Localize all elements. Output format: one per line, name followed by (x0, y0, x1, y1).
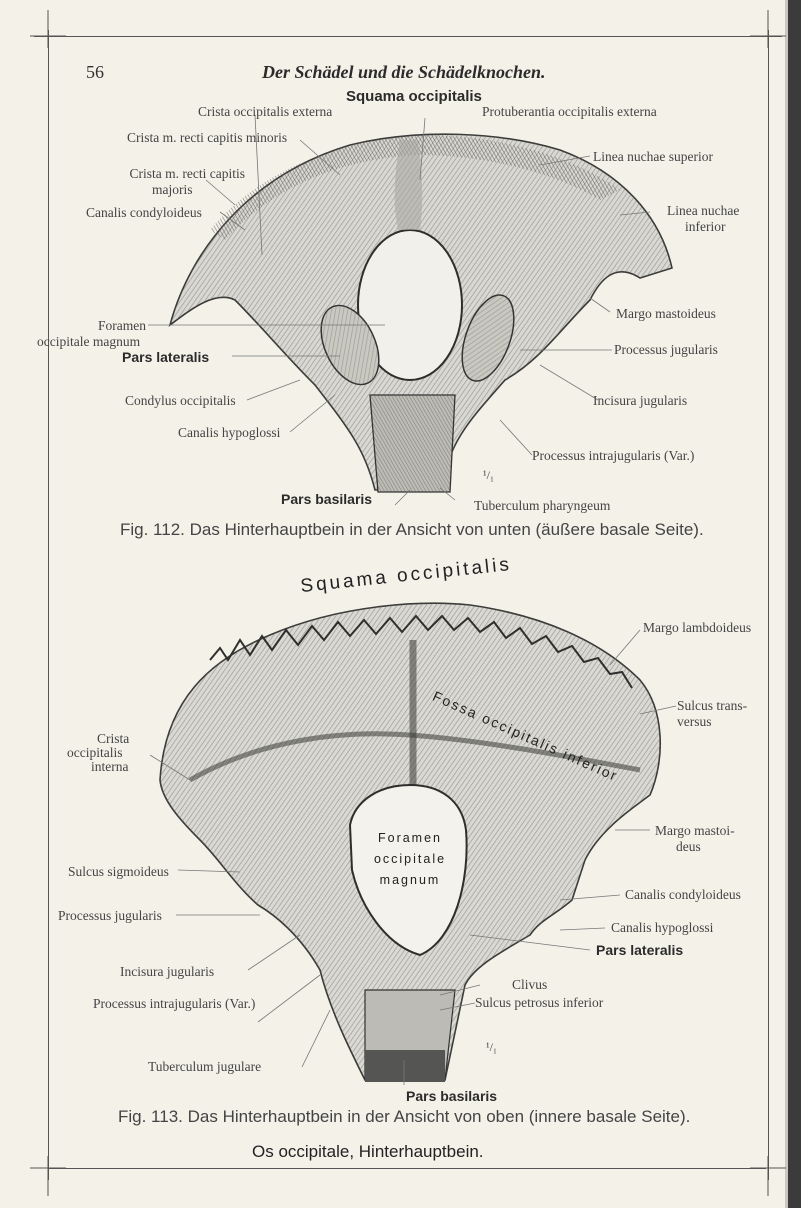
fig112-crista-recti-minoris: Crista m. recti capitis minoris (127, 130, 288, 145)
fig112-canalis-hypoglossi: Canalis hypoglossi (178, 425, 281, 440)
fig113-tuberculum-jugulare: Tuberculum jugulare (148, 1059, 262, 1074)
fig113-margo-mastoideus-1: Margo mastoi- (655, 823, 735, 838)
fig113-sulcus-transversus-2: versus (677, 714, 712, 729)
page-number: 56 (86, 62, 104, 82)
fig113-foramen-line-2: occipitale (373, 852, 447, 866)
fig113-canalis-hypoglossi: Canalis hypoglossi (611, 920, 714, 935)
fig112-margo-mastoideus: Margo mastoideus (616, 306, 716, 321)
fig112-linea-nuchae-inf-2: inferior (685, 219, 726, 234)
fig113-pars-basilaris: Pars basilaris (406, 1088, 498, 1104)
fig112-foramen-1: Foramen (98, 318, 146, 333)
fig112-crista-recti-majoris-2: majoris (152, 182, 193, 197)
fig113-crista-int-2: occipitalis (67, 745, 123, 760)
fig112-scale: ¹/₁ (483, 468, 495, 482)
fig112-crista-occ-ext: Crista occipitalis externa (198, 104, 333, 119)
fig112-foramen-2: occipitale magnum (37, 334, 141, 349)
fig113-clivus: Clivus (512, 977, 548, 992)
fig113-sulcus-sigmoideus: Sulcus sigmoideus (68, 864, 169, 879)
fig113-foramen-line-1: Foramen (377, 831, 443, 845)
fig112-squama-label: Squama occipitalis (346, 88, 482, 105)
fig112-processus-jugularis: Processus jugularis (614, 342, 718, 357)
fig112-canalis-condyloideus: Canalis condyloideus (86, 205, 202, 220)
fig113-incisura-jugularis: Incisura jugularis (120, 964, 215, 979)
fig113-sulcus-transversus-1: Sulcus trans- (677, 698, 748, 713)
fig113-processus-intrajugularis: Processus intrajugularis (Var.) (93, 996, 256, 1011)
fig113-crista-int-3: interna (91, 759, 129, 774)
fig112-linea-nuchae-sup: Linea nuchae superior (593, 149, 713, 164)
fig113-squama-arc: Squama occipitalis (299, 553, 513, 598)
fig112-linea-nuchae-inf-1: Linea nuchae (667, 203, 740, 218)
fig112-tuberculum-pharyngeum: Tuberculum pharyngeum (474, 498, 611, 513)
running-title: Der Schädel und die Schädelknochen. (262, 62, 546, 82)
fig113-canalis-condyloideus: Canalis condyloideus (625, 887, 741, 902)
fig113-crista-int-1: Crista (97, 731, 130, 746)
fig113-processus-jugularis: Processus jugularis (58, 908, 162, 923)
fig112-condylus: Condylus occipitalis (125, 393, 236, 408)
fig113-caption: Fig. 113. Das Hinterhauptbein in der Ansicht von oben (innere basale Seite). (118, 1107, 691, 1126)
fig113-margo-mastoideus-2: deus (676, 839, 701, 854)
fig113-foramen-line-3: magnum (379, 873, 441, 887)
fig112-pars-lateralis: Pars lateralis (122, 349, 210, 365)
plate-title: Os occipitale, Hinterhauptbein. (252, 1142, 484, 1161)
fig112-protuberantia: Protuberantia occipitalis externa (482, 104, 657, 119)
fig113-fossa: Fossa occipitalis inferior (430, 687, 621, 785)
fig112-processus-intrajugularis: Processus intrajugularis (Var.) (532, 448, 695, 463)
fig112-pars-basilaris: Pars basilaris (281, 491, 373, 507)
fig113-margo-lambdoideus: Margo lambdoideus (643, 620, 752, 635)
fig113-foramen-label (360, 828, 460, 891)
fig113-pars-lateralis: Pars lateralis (596, 942, 684, 958)
fig112-caption: Fig. 112. Das Hinterhauptbein in der Ansicht von unten (äußere basale Seite). (120, 520, 704, 539)
fig113-scale: ¹/₁ (486, 1040, 498, 1054)
fig113-sulcus-petrosus: Sulcus petrosus inferior (475, 995, 604, 1010)
fig112-incisura-jugularis: Incisura jugularis (593, 393, 688, 408)
fig112-crista-recti-majoris-1: Crista m. recti capitis (129, 166, 245, 181)
